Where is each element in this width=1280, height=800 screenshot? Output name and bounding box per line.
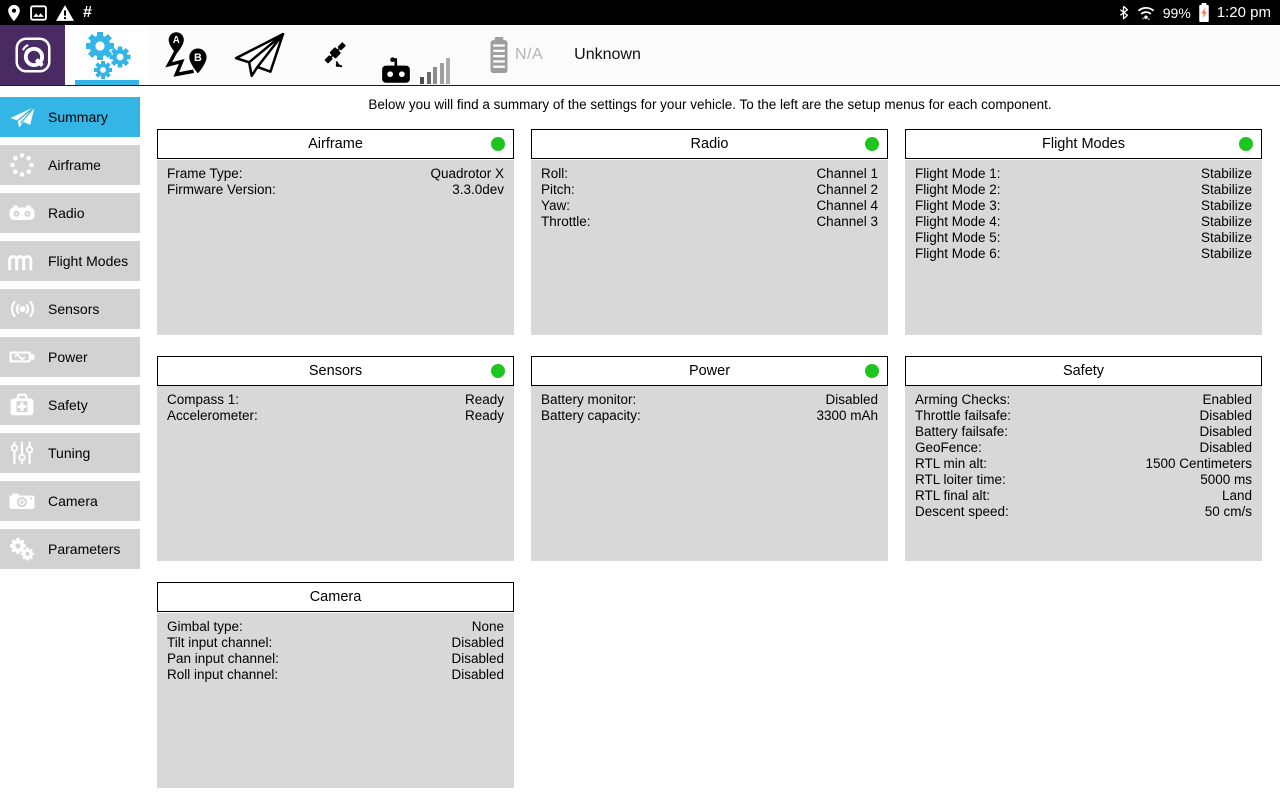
row-label: Flight Mode 6: [915, 245, 1001, 261]
card-header [905, 129, 1262, 159]
row-value: 1500 Centimeters [1145, 456, 1252, 471]
row-value: Ready [464, 408, 504, 423]
sensors-signal-icon [7, 294, 37, 324]
row-value: Land [1221, 488, 1252, 503]
sidebar-item-sensors[interactable] [0, 289, 140, 329]
row-label: Frame Type: [167, 165, 243, 181]
row-value: Disabled [825, 392, 878, 407]
gps-indicator[interactable] [320, 25, 350, 85]
row-value: Channel 1 [816, 165, 878, 181]
row-label: Firmware Version: [167, 181, 276, 197]
card-header [157, 582, 514, 612]
sidebar-item-label: Sensors [48, 301, 100, 317]
tab-plan[interactable] [150, 25, 222, 85]
card-body [905, 386, 1262, 561]
plan-waypoints-icon [158, 29, 214, 81]
row-value: Quadrotor X [430, 165, 504, 181]
row-label: Accelerometer: [167, 408, 258, 423]
summary-row [915, 424, 1252, 440]
row-label: Flight Mode 5: [915, 229, 1001, 245]
fly-paper-plane-icon [230, 30, 288, 80]
card-title: Airframe [308, 136, 363, 152]
row-value: Disabled [451, 666, 504, 682]
status-bar-right [1118, 3, 1271, 22]
image-icon [30, 5, 47, 21]
summary-row [167, 667, 504, 683]
android-status-bar [0, 0, 1280, 25]
battery-gray-icon [488, 37, 510, 73]
row-label: Pitch: [541, 181, 575, 197]
row-value: Disabled [451, 634, 504, 650]
card-title: Power [688, 362, 731, 379]
summary-row [167, 635, 504, 651]
summary-card-camera [157, 582, 514, 788]
card-header [157, 356, 514, 386]
row-value: Disabled [451, 650, 504, 666]
card-header [531, 129, 888, 159]
active-tab-underline [75, 80, 139, 85]
card-header [905, 356, 1262, 386]
card-header [531, 356, 888, 386]
row-label: Roll input channel: [167, 666, 279, 682]
row-value: Enabled [1202, 392, 1252, 407]
summary-description: Below you will find a summary of the settings for your vehicle. To the left are the setup menus for each component. [368, 97, 1052, 112]
summary-row [167, 166, 504, 182]
summary-row [541, 198, 878, 214]
sidebar-item-summary[interactable] [0, 97, 140, 137]
paper-plane-icon [7, 102, 37, 132]
row-label: Battery monitor: [541, 392, 637, 407]
summary-row [167, 651, 504, 667]
setup-sidebar [0, 86, 140, 799]
row-value: 3.3.0dev [452, 181, 504, 197]
row-value: Stabilize [1200, 213, 1252, 229]
row-label: Roll: [541, 165, 569, 181]
tab-fly[interactable] [226, 25, 292, 85]
card-body [905, 160, 1262, 335]
sidebar-item-label: Camera [48, 493, 98, 509]
row-label: Tilt input channel: [167, 634, 273, 650]
qgroundcontrol-logo[interactable] [0, 25, 65, 85]
summary-row [915, 182, 1252, 198]
sidebar-item-label: Tuning [48, 445, 91, 461]
status-bar-left-icons [7, 4, 92, 22]
setup-gears-icon [80, 30, 134, 80]
row-value: Ready [464, 392, 504, 407]
qgc-toolbar [0, 25, 1280, 86]
card-body [157, 160, 514, 335]
row-label: RTL final alt: [915, 488, 991, 503]
card-body [531, 160, 888, 335]
row-label: Gimbal type: [167, 618, 243, 634]
sidebar-item-label: Flight Modes [48, 253, 129, 269]
clock-time: 1:20 pm [1216, 4, 1271, 21]
hash-icon: # [83, 3, 92, 21]
radio-goggles-icon [7, 198, 37, 228]
bluetooth-icon [1118, 4, 1129, 21]
summary-card-radio [531, 129, 888, 335]
summary-row [167, 392, 504, 408]
battery-na-label: N/A [515, 46, 544, 63]
summary-card-airframe [157, 129, 514, 335]
row-value: Disabled [1199, 424, 1252, 439]
row-label: RTL min alt: [915, 456, 988, 471]
summary-row [541, 182, 878, 198]
card-title: Sensors [308, 362, 363, 379]
sidebar-item-label: Parameters [48, 541, 121, 557]
summary-row [915, 488, 1252, 504]
row-label: Pan input channel: [167, 650, 279, 666]
vehicle-name-label: Unknown [574, 46, 641, 63]
status-ok-dot [865, 137, 879, 151]
row-value: Disabled [1199, 408, 1252, 423]
summary-row [915, 504, 1252, 520]
rc-transmitter-icon [380, 57, 412, 85]
tuning-sliders-icon [7, 438, 37, 468]
summary-row [167, 619, 504, 635]
status-ok-dot [491, 137, 505, 151]
row-label: Throttle: [541, 213, 591, 229]
row-value: Stabilize [1200, 181, 1252, 197]
summary-row [541, 392, 878, 408]
summary-row [541, 214, 878, 230]
summary-row [915, 198, 1252, 214]
row-value: Stabilize [1200, 165, 1252, 181]
location-icon [7, 4, 21, 22]
satellite-icon [320, 40, 350, 70]
card-body [157, 386, 514, 561]
svg-text:B: B [194, 51, 202, 64]
summary-row [167, 408, 504, 424]
card-body [157, 613, 514, 788]
row-value: Channel 3 [816, 213, 878, 229]
row-value: Disabled [1199, 440, 1252, 455]
row-label: Yaw: [541, 197, 571, 213]
status-ok-dot [865, 364, 879, 378]
sidebar-item-label: Summary [48, 109, 108, 125]
airframe-dots-icon [7, 150, 37, 180]
row-value: Channel 2 [816, 181, 878, 197]
row-label: Throttle failsafe: [915, 408, 1012, 423]
summary-row [541, 166, 878, 182]
row-value: Stabilize [1200, 245, 1252, 261]
summary-row [915, 230, 1252, 246]
row-label: Battery failsafe: [915, 424, 1009, 439]
summary-row [915, 472, 1252, 488]
power-battery-icon [7, 342, 37, 372]
row-label: RTL loiter time: [915, 472, 1006, 487]
row-label: Arming Checks: [915, 392, 1011, 407]
sidebar-item-label: Radio [48, 205, 85, 221]
row-label: Battery capacity: [541, 408, 641, 423]
sidebar-item-airframe[interactable] [0, 145, 140, 185]
battery-charging-icon [1198, 3, 1210, 22]
safety-firstaid-icon [7, 390, 37, 420]
battery-percent: 99% [1162, 4, 1191, 21]
row-label: Flight Mode 3: [915, 197, 1001, 213]
status-ok-dot [491, 364, 505, 378]
rc-rssi-indicator[interactable] [380, 25, 450, 85]
summary-card-power [531, 356, 888, 562]
signal-bars-icon [420, 59, 450, 85]
sidebar-item-label: Airframe [48, 157, 101, 173]
summary-row [915, 440, 1252, 456]
summary-row [915, 392, 1252, 408]
row-label: Flight Mode 2: [915, 181, 1001, 197]
sidebar-item-label: Power [48, 349, 88, 365]
status-ok-dot [1239, 137, 1253, 151]
row-value: 50 cm/s [1204, 504, 1252, 519]
row-value: None [471, 618, 504, 634]
row-label: GeoFence: [915, 440, 982, 455]
flight-modes-waves-icon [7, 246, 37, 276]
sidebar-item-flight-modes[interactable] [0, 241, 140, 281]
row-label: Descent speed: [915, 504, 1009, 519]
summary-cards-grid [157, 129, 1262, 788]
row-value: Stabilize [1200, 229, 1252, 245]
card-title: Safety [1062, 362, 1105, 379]
summary-row [915, 214, 1252, 230]
sidebar-item-label: Safety [48, 397, 88, 413]
row-label: Flight Mode 4: [915, 213, 1001, 229]
summary-row [915, 456, 1252, 472]
summary-card-flight-modes [905, 129, 1262, 335]
card-header [157, 129, 514, 159]
sidebar-item-tuning[interactable] [0, 433, 140, 473]
summary-card-sensors [157, 356, 514, 562]
summary-row [541, 408, 878, 424]
summary-page [140, 86, 1280, 799]
row-value: Channel 4 [816, 197, 878, 213]
row-value: 3300 mAh [816, 408, 878, 423]
row-label: Compass 1: [167, 392, 240, 407]
sidebar-item-power[interactable] [0, 337, 140, 377]
camera-icon [7, 486, 37, 516]
battery-indicator[interactable] [488, 25, 543, 85]
summary-row [915, 408, 1252, 424]
summary-row [915, 166, 1252, 182]
tab-vehicle-setup[interactable] [65, 25, 148, 85]
summary-card-safety [905, 356, 1262, 562]
sidebar-item-safety[interactable] [0, 385, 140, 425]
card-title: Camera [309, 589, 362, 605]
summary-row [915, 246, 1252, 262]
warning-icon [56, 5, 74, 21]
row-label: Flight Mode 1: [915, 165, 1001, 181]
wifi-icon [1136, 4, 1156, 21]
row-value: Stabilize [1200, 197, 1252, 213]
sidebar-item-parameters[interactable] [0, 529, 140, 569]
card-body [531, 386, 888, 561]
sidebar-item-radio[interactable] [0, 193, 140, 233]
card-title: Flight Modes [1041, 136, 1125, 152]
summary-row [167, 182, 504, 198]
svg-text:A: A [172, 35, 180, 47]
card-title: Radio [690, 136, 729, 152]
parameters-gears-icon [7, 534, 37, 564]
sidebar-item-camera[interactable] [0, 481, 140, 521]
row-value: 5000 ms [1200, 472, 1252, 487]
